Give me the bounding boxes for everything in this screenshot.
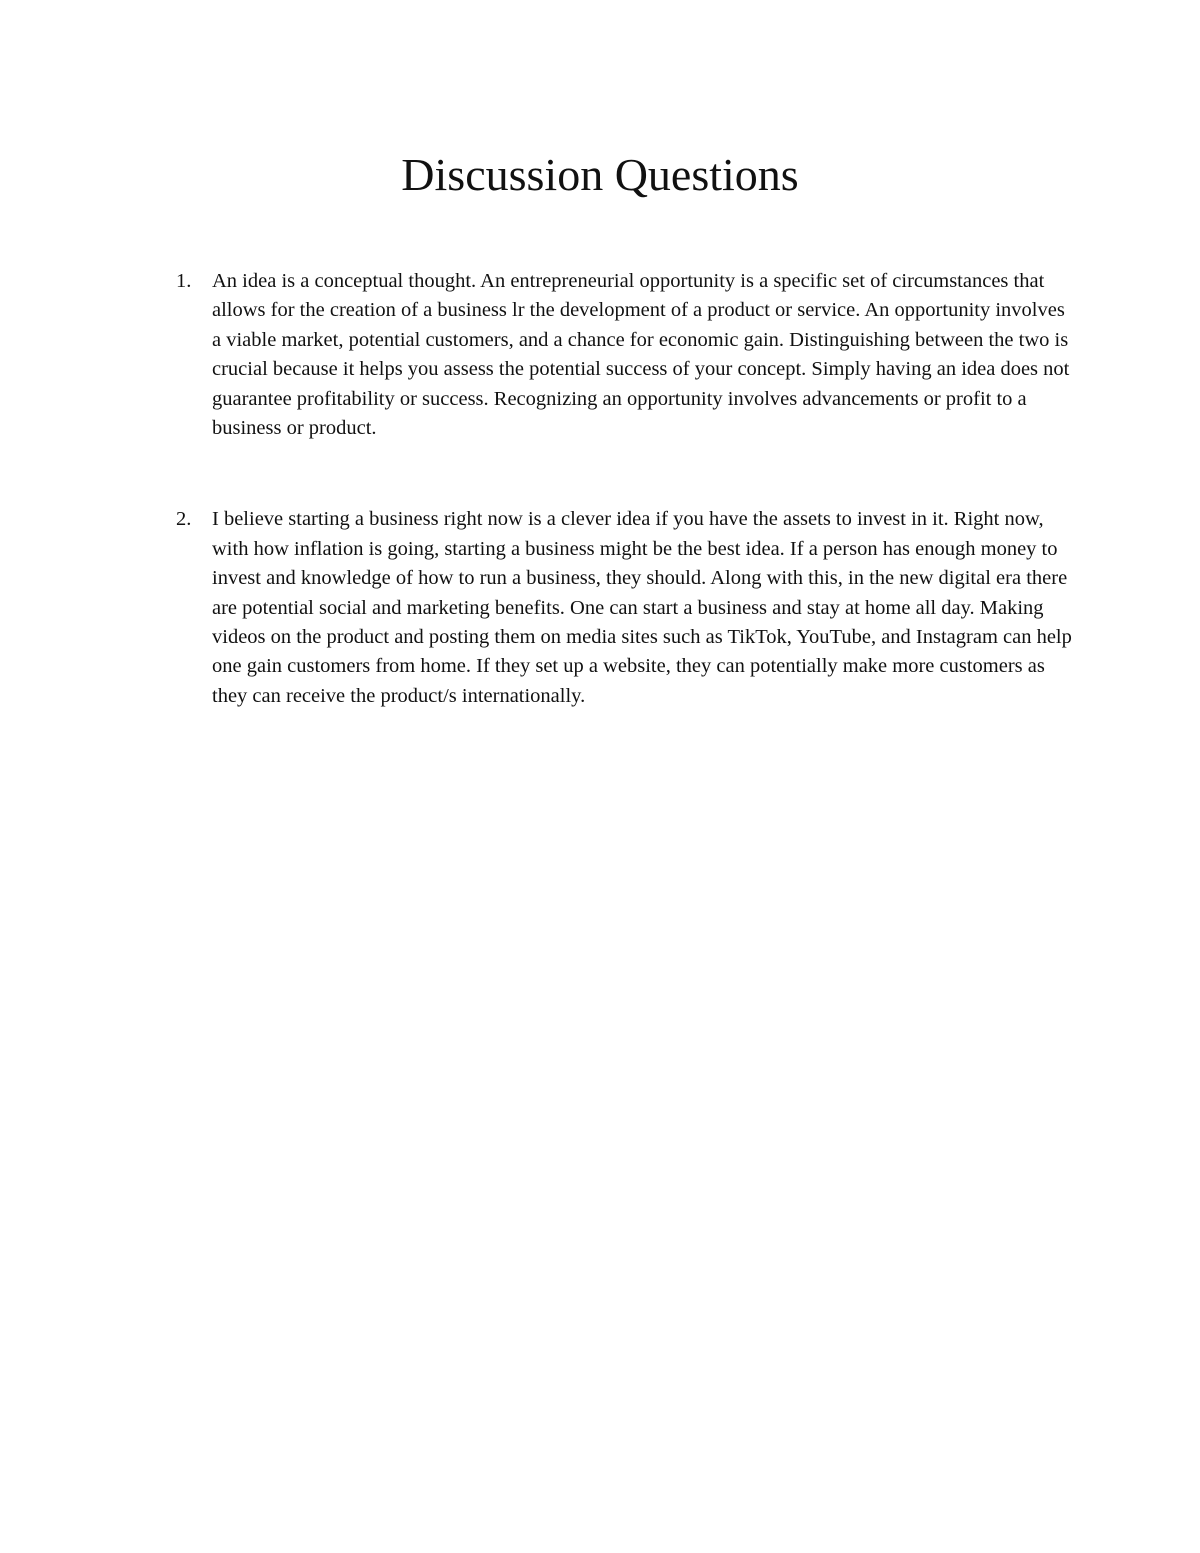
answer-number: 2. — [176, 508, 192, 531]
answer-list — [176, 267, 1076, 711]
answer-text: I believe starting a business right now is a clever idea if you have the assets to invest in it. Right now, with how inflation is going, starting a business might be the best idea. If a person has enough money to invest and knowledge of how to run a business, they should. Along with this, in the new digital era there are potential social and marketing benefits. One can start a business and stay at home all day. Making videos on the product and posting them on media sites such as TikTok, YouTube, and Instagram can help one gain customers from home. If they set up a website, they can potentially make more customers as they can receive the product/s internationally. — [212, 508, 1072, 707]
page-title: Discussion Questions — [401, 149, 799, 200]
answer-text: An idea is a conceptual thought. An entrepreneurial opportunity is a specific set of circumstances that allows for the creation of a business lr the development of a product or service. An opportunity involves a viable market, potential customers, and a chance for economic gain. Distinguishing between the two is crucial because it helps you assess the potential success of your concept. Simply having an idea does not guarantee profitability or success. Recognizing an opportunity involves advancements or profit to a business or product. — [212, 270, 1070, 440]
answer-item-1 — [176, 267, 1076, 443]
answer-number: 1. — [176, 270, 192, 292]
answer-item-2 — [176, 505, 1076, 711]
